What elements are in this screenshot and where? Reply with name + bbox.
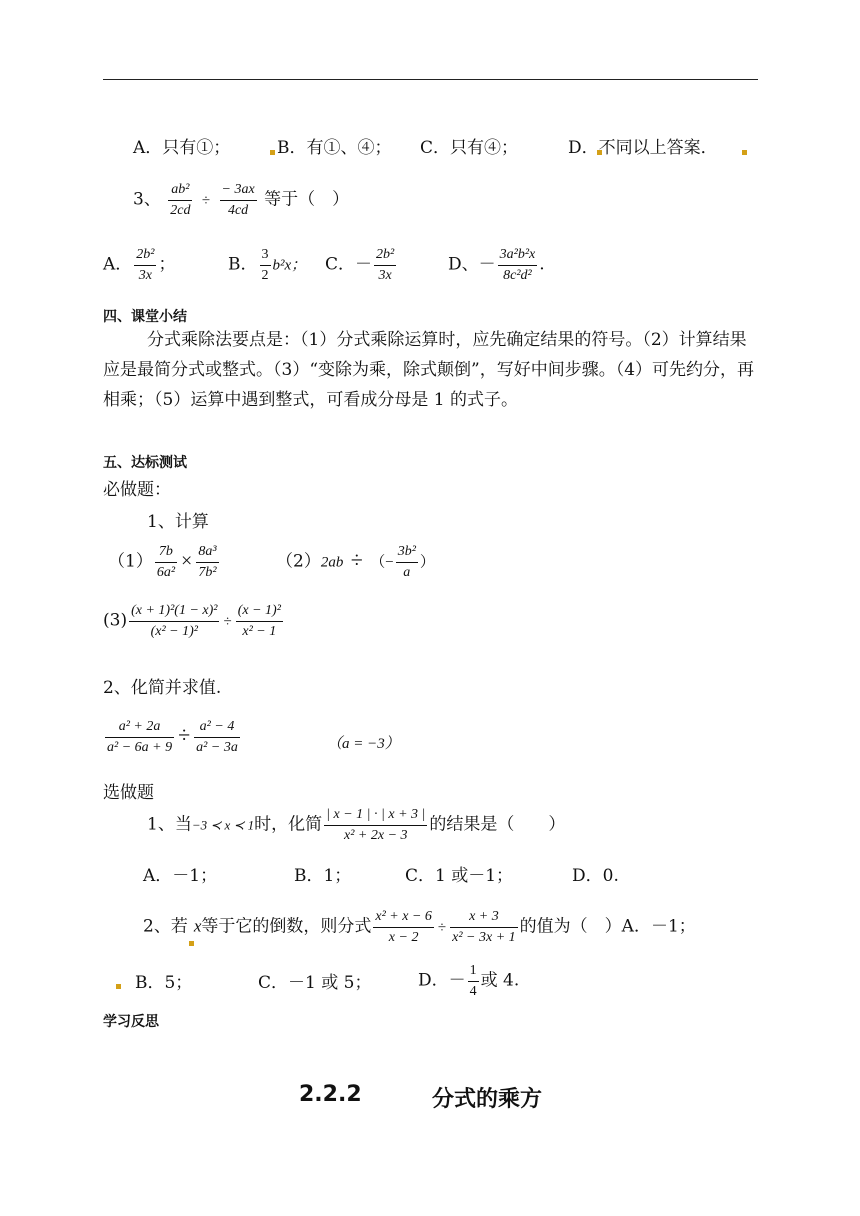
q3-question: [133, 181, 349, 219]
p1-expression-3: (3) $\frac{\text{(x + 1)²(1 − x)²}}{\text{(x² − 1)²}}$ ÷ $\frac{\text{(x − 1)²}}{\text{x² − 1}}$: [103, 603, 281, 639]
optional-heading: 选做题: [103, 783, 154, 803]
edit-mark: [270, 150, 275, 155]
p1-expression-1: （1） $\frac{7b}{\text{6a²}}$ × $\frac{\text{8a³}}{\text{7b²}}$: [108, 544, 217, 580]
q3-tail: 等于（ ）: [264, 189, 350, 210]
section-5-heading: 五、达标测试: [103, 455, 187, 471]
q3-option-a: A． $\frac{\text{2b²}}{3x}$ ；: [103, 247, 176, 283]
next-section-number: 2.2.2: [299, 1082, 362, 1107]
q3-option-d: D、－ $\frac{\text{3a²b²x}}{\text{8c²d²}}$ .: [448, 247, 545, 283]
q3-option-c: C．－ $\frac{\text{2b²}}{3x}$: [325, 247, 395, 283]
q3-option-b: B． $\frac{3}{2}$ b²x；: [228, 247, 307, 283]
optional-q2-option-d: D．－ $\frac{1}{4}$ 或 4.: [418, 963, 520, 999]
optional-q2: 2、若 x等于它的倒数，则分式 $\frac{\text{x² + x − 6}}{x - 2}$ ÷ $\frac{x + 3}{\text{x² − 3x + 1}}$ 的值为（ ）A．－1；: [143, 909, 696, 945]
q3-fraction-2: $\frac{- 3ax}{4cd}$: [221, 182, 255, 218]
q2-option-c: C．只有④；: [420, 138, 519, 158]
q2-option-b: B．有①、④；: [277, 138, 392, 158]
next-section-title: 分式的乘方: [432, 1087, 543, 1112]
optional-q1-option-d: D．0.: [572, 866, 619, 886]
optional-q1-option-c: C．1 或－1；: [405, 866, 514, 886]
optional-q1-option-b: B．1；: [294, 866, 352, 886]
q2-option-a: A．只有①；: [133, 138, 231, 158]
p1-expression-2: （2）2ab ÷ （− $\frac{\text{3b²}}{a}$ ）: [276, 544, 435, 580]
p1-label: 1、计算: [147, 512, 209, 532]
optional-q1-option-a: A．－1；: [143, 866, 218, 886]
p2-expression: $\frac{\text{a² + 2a}}{\text{a² − 6a + 9}}$ ÷ $\frac{\text{a² − 4}}{\text{a² − 3a}}$: [107, 719, 238, 755]
required-label: 必做题：: [103, 480, 171, 500]
optional-q2-option-c: C．－1 或 5；: [258, 973, 372, 993]
p2-condition: （a = −3）: [327, 736, 400, 752]
p2-label: 2、化简并求值.: [103, 678, 222, 698]
optional-q2-option-b: B．5；: [135, 973, 193, 993]
q2-option-d: D．不同以上答案．: [568, 138, 718, 158]
q3-fraction-1: $\frac{\text{ab²}}{2cd}$: [170, 182, 191, 218]
section-4-body: 分式乘除法要点是：（1）分式乘除运算时，应先确定结果的符号。（2）计算结果应是最简分式或整式。（3）“变除为乘，除式颠倒”，写好中间步骤。（4）可先约分，再相乘；（5）运算中遇到整式，可看成分母是 1 的式子。: [103, 330, 755, 410]
reflection-heading: 学习反思: [103, 1014, 159, 1030]
q3-label: 3、: [133, 189, 161, 210]
divide-sign: ÷: [201, 192, 211, 209]
section-4-heading: 四、课堂小结: [103, 309, 187, 325]
optional-q1: 1、当−3 ≺ x ≺ 1时，化简 $\frac{| x - 1 | \cdot | x + 3 |}{\text{x² + 2x − 3}}$ 的结果是（ ）: [147, 807, 566, 843]
edit-mark: [116, 984, 121, 989]
edit-mark: [742, 150, 747, 155]
header-rule: [103, 79, 758, 80]
